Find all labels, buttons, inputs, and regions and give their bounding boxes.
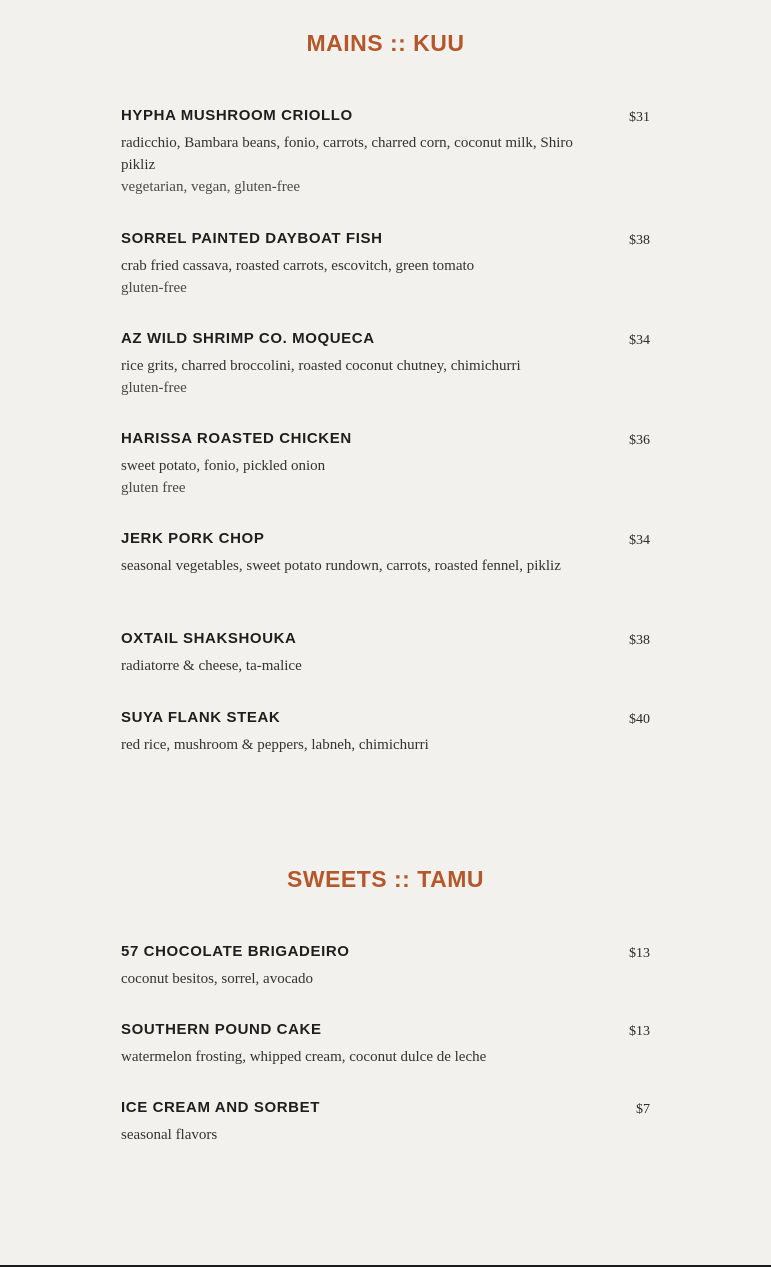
menu-item-hypha-mushroom-criollo	[121, 106, 650, 198]
item-dietary-note: gluten free	[121, 480, 186, 496]
item-dietary-note: gluten-free	[121, 380, 187, 396]
item-name: SUYA FLANK STEAK	[121, 709, 281, 726]
item-dietary-note: gluten-free	[121, 280, 187, 296]
item-description: seasonal flavors	[121, 1127, 218, 1143]
item-name: HYPHA MUSHROOM CRIOLLO	[121, 107, 353, 124]
menu-item-southern-pound-cake	[121, 1020, 650, 1068]
item-name: HARISSA ROASTED CHICKEN	[121, 430, 352, 447]
item-description: seasonal vegetables, sweet potato rundown, carrots, roasted fennel, pikliz	[121, 558, 561, 574]
item-description: coconut besitos, sorrel, avocado	[121, 971, 314, 987]
menu-item-harissa-roasted-chicken	[121, 429, 650, 499]
menu-item-jerk-pork-chop	[121, 529, 650, 577]
menu-item-oxtail-shakshouka	[121, 629, 650, 677]
menu-item-chocolate-brigadeiro	[121, 942, 650, 990]
item-name: OXTAIL SHAKSHOUKA	[121, 630, 297, 647]
item-price: $36	[629, 433, 650, 448]
item-price: $7	[636, 1102, 650, 1117]
item-name: ICE CREAM AND SORBET	[121, 1099, 320, 1116]
item-price: $38	[629, 633, 650, 648]
item-description: radiatorre & cheese, ta-malice	[121, 658, 302, 674]
item-name: 57 CHOCOLATE BRIGADEIRO	[121, 943, 350, 960]
item-name: SORREL PAINTED DAYBOAT FISH	[121, 230, 383, 247]
item-price: $34	[629, 333, 650, 348]
item-price: $40	[629, 712, 650, 727]
item-name: SOUTHERN POUND CAKE	[121, 1021, 322, 1038]
item-dietary-note: vegetarian, vegan, gluten-free	[121, 179, 301, 195]
item-name: JERK PORK CHOP	[121, 530, 265, 547]
menu-item-sorrel-painted-dayboat-fish	[121, 229, 650, 299]
item-description: watermelon frosting, whipped cream, coconut dulce de leche	[121, 1049, 487, 1065]
item-description: sweet potato, fonio, pickled onion	[121, 458, 326, 474]
mains-section-title: MAINS :: KUU	[306, 30, 465, 56]
menu-item-suya-flank-steak	[121, 708, 650, 756]
item-price: $13	[629, 946, 650, 961]
item-price: $38	[629, 233, 650, 248]
item-price: $34	[629, 533, 650, 548]
item-description: red rice, mushroom & peppers, labneh, chimichurri	[121, 737, 429, 753]
item-price: $13	[629, 1024, 650, 1039]
menu-item-ice-cream-and-sorbet	[121, 1098, 650, 1146]
item-price: $31	[629, 110, 650, 125]
item-name: AZ WILD SHRIMP CO. MOQUECA	[121, 330, 375, 347]
item-description: radicchio, Bambara beans, fonio, carrots, charred corn, coconut milk, Shiro pikliz	[121, 135, 573, 173]
item-description: rice grits, charred broccolini, roasted coconut chutney, chimichurri	[121, 358, 521, 374]
menu-item-az-wild-shrimp-moqueca	[121, 329, 650, 399]
sweets-section-title: SWEETS :: TAMU	[287, 866, 484, 892]
item-description: crab fried cassava, roasted carrots, escovitch, green tomato	[121, 258, 475, 274]
